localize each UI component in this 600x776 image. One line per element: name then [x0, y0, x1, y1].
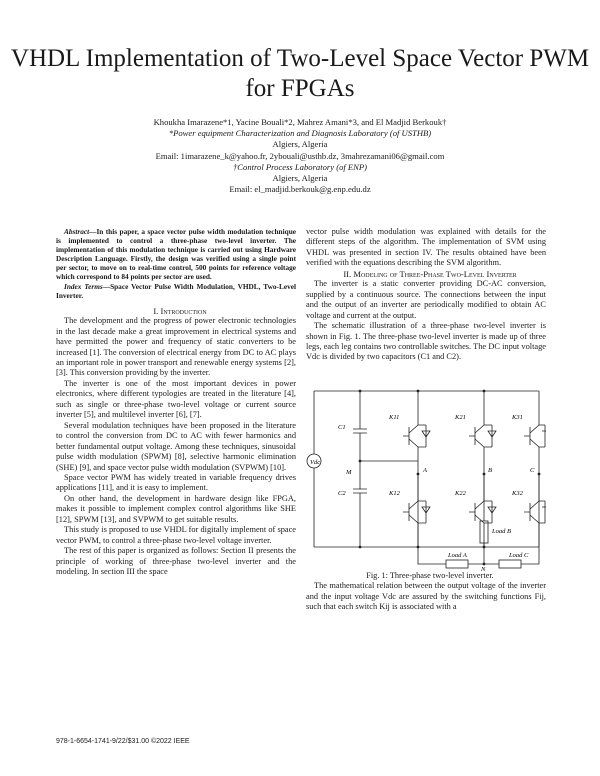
paragraph: The schematic illustration of a three-phase two-level inverter is shown in Fig. 1. The three-phase two-level inverter is made up of three legs, each leg contains two controllable switches. The DC input voltage Vdc is divided by two capacitors (C1 and C2).: [306, 321, 546, 362]
switch-k31-icon: [524, 421, 546, 451]
paragraph: Space vector PWM has widely treated in variable frequency drives applications [11], and it is easy to implement.: [56, 473, 296, 493]
switch-k11-icon: [403, 421, 430, 451]
paragraph: The inverter is one of the most important devices in power electronics, where different typologies are treated in the literature [4], such as single or three-phase two-level voltage or current source inverter [5], and multilevel inverter [6], [7].: [56, 378, 296, 420]
switch-k32-icon: [524, 497, 546, 527]
email-1: Email: 1imarazene_k@yahoo.fr, 2ybouali@usthb.dz, 3mahrezamani06@gmail.com: [155, 150, 445, 161]
label-m: M: [346, 468, 352, 476]
switch-icons: [403, 421, 546, 527]
right-column: [306, 227, 546, 613]
label-k21: K21: [455, 413, 466, 421]
paragraph: vector pulse width modulation was explained with details for the different steps of the algorithm. The implementation of SVM using VHDL was presented in section IV. The results obtained have been verified with the equations describing the SVM algorithm.: [306, 227, 546, 268]
paragraph: This study is proposed to use VHDL for digitally implement of space vector PWM, to control a three-phase two-level voltage inverter.: [56, 525, 296, 545]
label-k22: K22: [455, 489, 466, 497]
city-1: Algiers, Algeria: [272, 139, 328, 150]
capacitor-c2-icon: [353, 489, 367, 493]
paragraph: The development and the progress of power electronic technologies in the last decade make a great improvement in electrical systems and have permitted the power and frequency of static converters to be increased [1]. The conversion of electrical energy from DC to AC plays an important role in power transport and renewable energy systems [2], [3]. This conversion providing by the inverter.: [56, 316, 296, 378]
city-2: Algiers, Algeria: [272, 173, 328, 184]
label-load-a: Load A: [448, 551, 467, 559]
section-heading-intro: I. Introduction: [153, 305, 207, 316]
label-b: B: [488, 466, 492, 474]
inverter-figure: [306, 369, 546, 571]
load-c-icon: [499, 560, 521, 568]
label-k32: K32: [512, 489, 523, 497]
switch-k22-icon: [469, 497, 496, 527]
email-2: Email: el_madjid.berkouk@g.enp.edu.dz: [229, 184, 371, 195]
index-terms-lead: Index Terms: [64, 281, 103, 291]
abstract: [56, 227, 296, 282]
label-k31: K31: [512, 413, 523, 421]
paragraph: Several modulation techniques have been proposed in the literature to control the conversion from DC to AC with fewer harmonics and better fundamental output voltage. Among these techniques, sinusoidal pulse width modulation (SPWM) [8], selective harmonic elimination (SHE) [9], and space vector pulse width modulation (SVPWM) [10].: [56, 420, 296, 472]
paragraph: The inverter is a static converter providing DC-AC conversion, supplied by a continuous source. The connections between the input and the output of an inverter are periodically modified to obtain AC voltage and current at the output.: [306, 279, 546, 320]
label-a: A: [423, 466, 427, 474]
abstract-lead: Abstract: [64, 227, 90, 236]
label-load-b: Load B: [492, 527, 511, 535]
section-heading-modeling: II. Modeling of Three-Phase Two-Level Inverter: [343, 268, 517, 279]
output-a-wire: [418, 474, 446, 564]
label-k12: K12: [389, 489, 400, 497]
copyright-footer: 978-1-6654-1741-9/22/$31.00 ©2022 IEEE: [56, 738, 190, 745]
label-n: N: [481, 565, 486, 571]
label-vdc: Vdc: [310, 458, 321, 466]
inverter-schematic: [306, 369, 546, 571]
author-names: Khoukha Imarazene*1, Yacine Bouali*2, Mahrez Amani*3, and El Madjid Berkouk†: [153, 117, 447, 127]
index-terms-text: —Space Vector Pulse Width Modulation, VHDL, Two-Level Inverter.: [56, 281, 296, 300]
load-a-icon: [446, 560, 468, 568]
label-load-c: Load C: [509, 551, 529, 559]
affiliation-1: *Power equipment Characterization and Diagnosis Laboratory (of USTHB): [168, 128, 432, 139]
left-column: [56, 227, 296, 578]
label-c1: C1: [338, 423, 346, 431]
label-c: C: [530, 466, 535, 474]
author-block: [0, 117, 600, 195]
figure-caption: Fig. 1: Three-phase two-level inverter.: [366, 570, 494, 580]
affiliation-2: †Control Process Laboratory (of ENP): [233, 161, 367, 172]
paragraph: The rest of this paper is organized as follows: Section II presents the principle of working of three-phase two-level inverter and the modeling. In section III the space: [56, 546, 296, 577]
abstract-text: —In this paper, a space vector pulse width modulation technique is implemented to control a three-phase two-level inverter. The implementation of this modulation technique is carried out using Hardware Description Language. Firstly, the design was verified using a single point per sector, to move on to real-time control, 500 points for reference voltage which correspond to 84 points per sector are used.: [56, 227, 296, 282]
switch-k21-icon: [469, 421, 496, 451]
switch-k12-icon: [403, 497, 430, 527]
paragraph: On other hand, the development in hardware design like FPGA, makes it possible to implement complex control algorithms like SHE [12], SPWM [13], and SVPWM to get suitable results.: [56, 493, 296, 524]
index-terms: [56, 282, 296, 300]
label-c2: C2: [338, 489, 346, 497]
label-k11: K11: [389, 413, 400, 421]
paragraph: The mathematical relation between the output voltage of the inverter and the input voltage Vdc are assured by the switching functions Fij, such that each switch Kij is associated with a: [306, 581, 546, 612]
capacitor-c1-icon: [353, 429, 367, 433]
paper-title: VHDL Implementation of Two-Level Space Vector PWM for FPGAs: [10, 45, 590, 102]
